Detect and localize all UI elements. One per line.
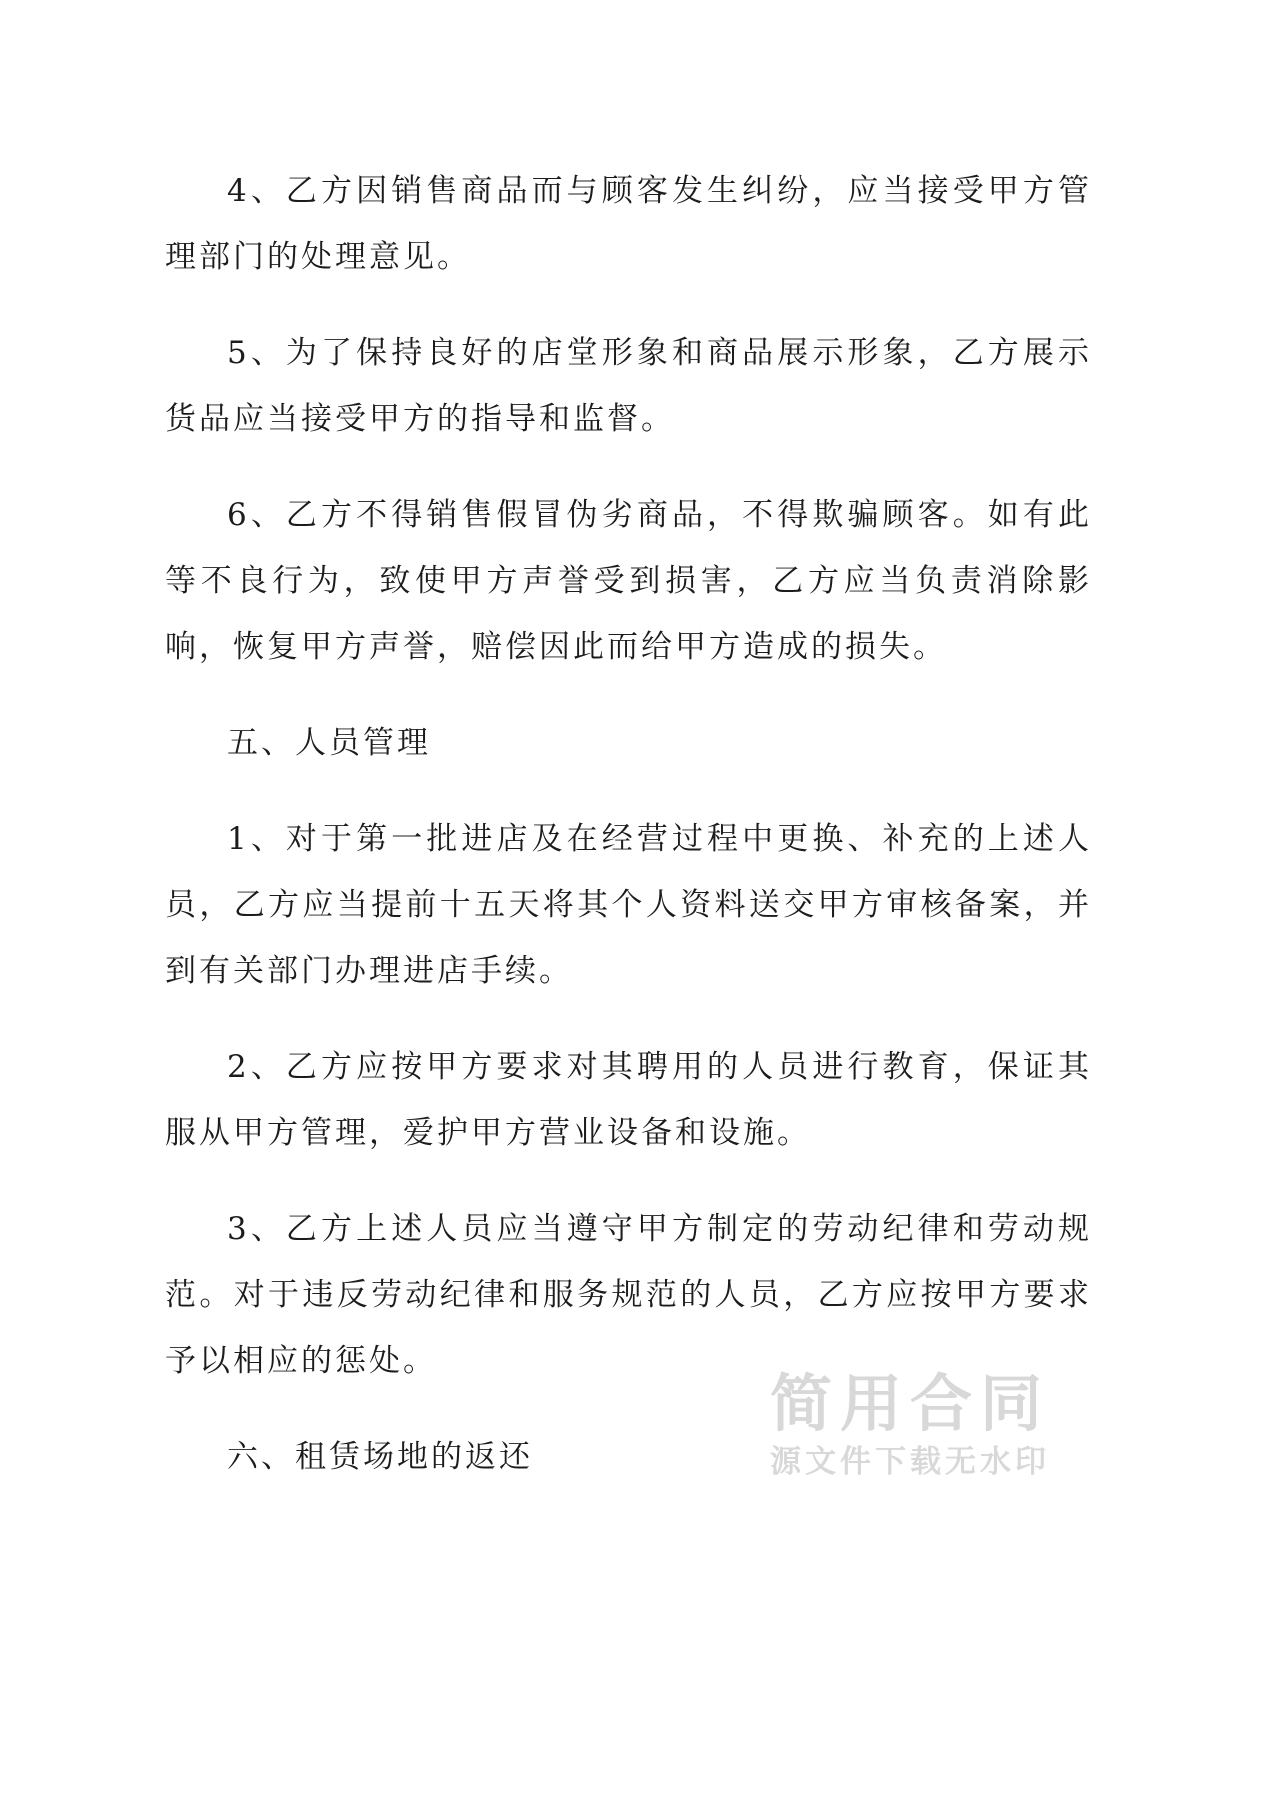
watermark-title: 简用合同 xyxy=(769,1367,1050,1440)
contract-text xyxy=(165,158,1092,1520)
contract-paragraph: 4、乙方因销售商品而与顾客发生纠纷，应当接受甲方管理部门的处理意见。 xyxy=(165,173,1092,275)
watermark-subtitle: 源文件下载无水印 xyxy=(769,1444,1050,1480)
section-heading: 五、人员管理 xyxy=(227,725,431,761)
contract-paragraph: 2、乙方应按甲方要求对其聘用的人员进行教育，保证其服从甲方管理，爱护甲方营业设备和设施。 xyxy=(165,1049,1092,1151)
contract-paragraph: 5、为了保持良好的店堂形象和商品展示形象，乙方展示货品应当接受甲方的指导和监督。 xyxy=(165,335,1092,437)
contract-paragraph: 3、乙方上述人员应当遵守甲方制定的劳动纪律和劳动规范。对于违反劳动纪律和服务规范的人员，乙方应按甲方要求予以相应的惩处。 xyxy=(165,1211,1092,1379)
section-heading: 六、租赁场地的返还 xyxy=(227,1439,533,1475)
contract-paragraph: 1、对于第一批进店及在经营过程中更换、补充的上述人员，乙方应当提前十五天将其个人资料送交甲方审核备案，并到有关部门办理进店手续。 xyxy=(165,821,1092,989)
contract-paragraph: 6、乙方不得销售假冒伪劣商品，不得欺骗顾客。如有此等不良行为，致使甲方声誉受到损害，乙方应当负责消除影响，恢复甲方声誉，赔偿因此而给甲方造成的损失。 xyxy=(165,497,1092,665)
